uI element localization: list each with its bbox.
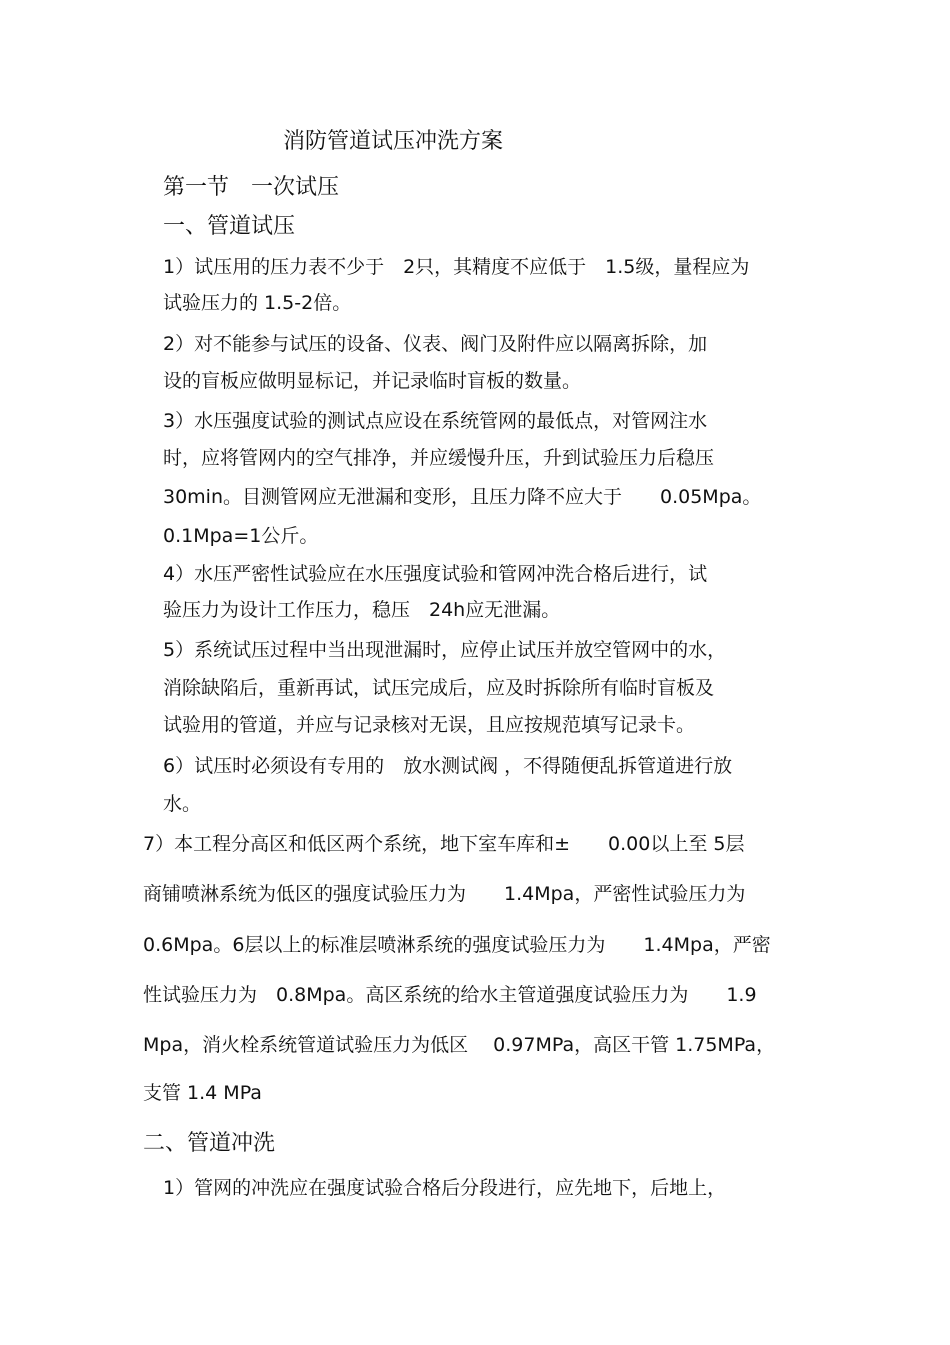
item2-line2: 设的盲板应做明显标记，并记录临时盲板的数量。 [163,370,582,392]
part1-heading: 一、管道试压 [163,214,296,239]
item1-line2: 试验压力的 1.5-2倍。 [163,292,352,314]
item3-line1: 3）水压强度试验的测试点应设在系统管网的最低点，对管网注水 [163,410,708,432]
item7-line4: 性试验压力为 0.8Mpa。高区系统的给水主管道强度试验压力为 1.9 [143,984,757,1006]
item8-line1: 1）管网的冲洗应在强度试验合格后分段进行，应先地下，后地上， [163,1177,727,1199]
item3-line2: 时，应将管网内的空气排净，并应缓慢升压，升到试验压力后稳压 [163,447,715,469]
item7-line2: 商铺喷淋系统为低区的强度试验压力为 1.4Mpa，严密性试验压力为 [143,883,746,905]
item5-line3: 试验用的管道，并应与记录核对无误，且应按规范填写记录卡。 [163,714,696,736]
item3-line3: 30min。目测管网应无泄漏和变形，且压力降不应大于 0.05Mpa。 [163,486,762,508]
item5-line2: 消除缺陷后，重新再试，试压完成后，应及时拆除所有临时盲板及 [163,677,715,699]
item3-line4: 0.1Mpa=1公斤。 [163,525,319,547]
item7-line3: 0.6Mpa。6层以上的标准层喷淋系统的强度试验压力为 1.4Mpa，严密 [143,934,771,956]
part2-heading: 二、管道冲洗 [143,1131,276,1156]
item6-line1: 6）试压时必须设有专用的 放水测试阀 ，不得随便乱拆管道进行放 [163,755,733,777]
item7-line6: 支管 1.4 MPa [143,1082,262,1104]
item6-line2: 水。 [163,793,202,815]
document-title: 消防管道试压冲洗方案 [283,129,504,154]
item1-line1: 1）试压用的压力表不少于 2只，其精度不应低于 1.5级，量程应为 [163,256,750,278]
item7-line1: 7）本工程分高区和低区两个系统，地下室车库和± 0.00以上至 5层 [143,833,745,855]
item4-line1: 4）水压严密性试验应在水压强度试验和管网冲洗合格后进行，试 [163,563,708,585]
section-heading: 第一节 一次试压 [163,175,340,200]
item7-line5: Mpa，消火栓系统管道试验压力为低区 0.97MPa，高区干管 1.75MPa， [143,1034,776,1056]
item2-line1: 2）对不能参与试压的设备、仪表、阀门及附件应以隔离拆除，加 [163,333,708,355]
item5-line1: 5）系统试压过程中当出现泄漏时，应停止试压并放空管网中的水， [163,639,727,661]
item4-line2: 验压力为设计工作压力，稳压 24h应无泄漏。 [163,599,561,621]
